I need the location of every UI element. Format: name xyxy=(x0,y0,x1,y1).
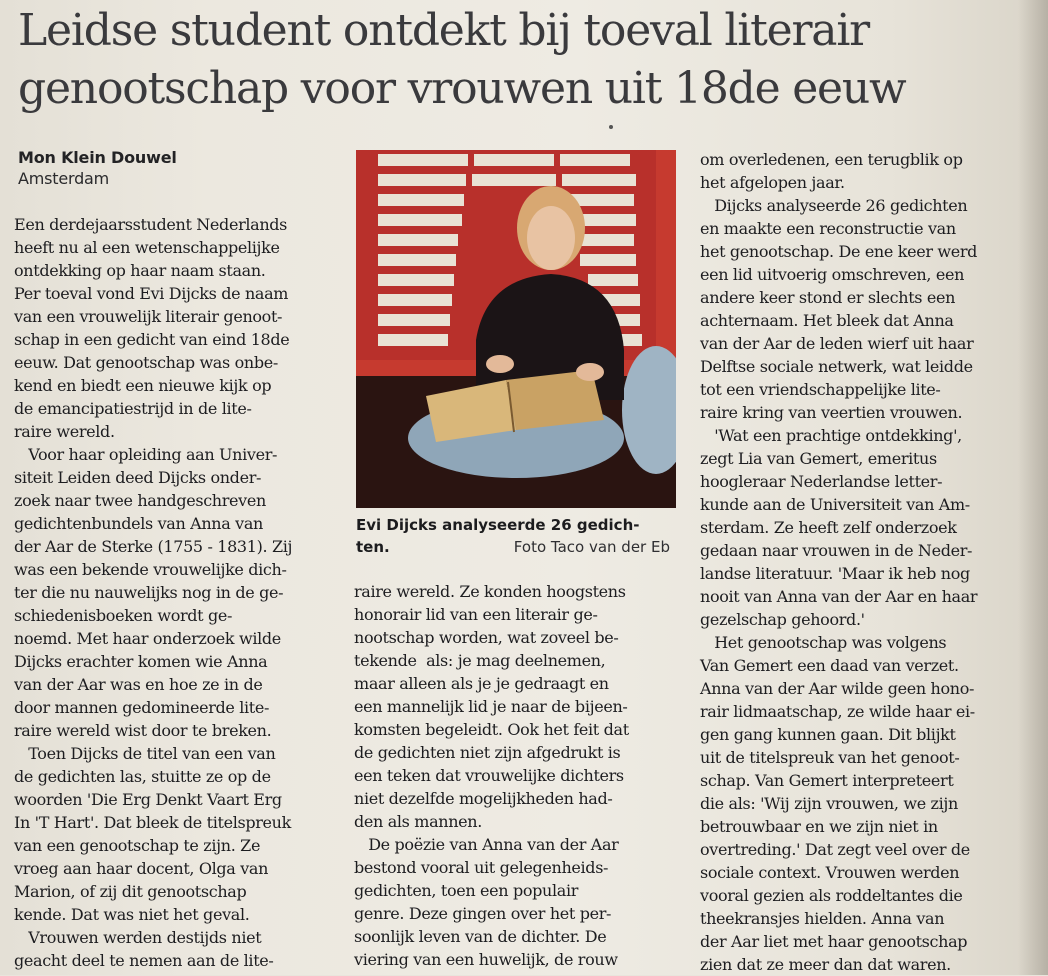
article-text-line: kend en biedt een nieuwe kijk op xyxy=(14,376,272,395)
article-text-line: zoek naar twee handgeschreven xyxy=(14,491,266,510)
article-text-line: raire kring van veertien vrouwen. xyxy=(700,403,963,422)
article-text-line: raire wereld. xyxy=(14,422,115,441)
article-text-line: een mannelijk lid je naar de bijeen- xyxy=(354,697,628,716)
article-text-line: genre. Deze gingen over het per- xyxy=(354,904,612,923)
article-text-line: zien dat ze meer dan dat waren. xyxy=(700,955,951,974)
article-text-line: bestond vooral uit gelegenheids- xyxy=(354,858,609,877)
article-text-line: tot een vriendschappelijke lite- xyxy=(700,380,941,399)
article-text-line: een lid uitvoerig omschreven, een xyxy=(700,265,965,284)
article-text-line: uit de titelspreuk van het genoot- xyxy=(700,748,960,767)
article-text-line: kunde aan de Universiteit van Am- xyxy=(700,495,970,514)
article-text-line: Dijcks analyseerde 26 gedichten xyxy=(700,196,968,215)
article-text-line: tekende als: je mag deelnemen, xyxy=(354,651,606,670)
article-text-line: de emancipatiestrijd in de lite- xyxy=(14,399,252,418)
article-text-line: den als mannen. xyxy=(354,812,482,831)
article-text-line: gen gang kunnen gaan. Dit blijkt xyxy=(700,725,956,744)
photo-credit: Foto Taco van der Eb xyxy=(513,538,670,556)
article-text-line: maar alleen als je je gedraagt en xyxy=(354,674,609,693)
article-text-line: een teken dat vrouwelijke dichters xyxy=(354,766,624,785)
article-text-line: 'Wat een prachtige ontdekking', xyxy=(700,426,962,445)
article-text-line: ter die nu nauwelijks nog in de ge- xyxy=(14,583,284,602)
article-text-line: schap. Van Gemert interpreteert xyxy=(700,771,954,790)
article-text-line: schiedenisboeken wordt ge- xyxy=(14,606,233,625)
article-text-line: van een genootschap te zijn. Ze xyxy=(14,836,261,855)
article-text-line: Een derdejaarsstudent Nederlands xyxy=(14,215,288,234)
article-text-line: gedichten, toen een populair xyxy=(354,881,579,900)
article-text-line: De poëzie van Anna van der Aar xyxy=(354,835,619,854)
article-photo xyxy=(356,150,676,508)
article-text-line: woorden 'Die Erg Denkt Vaart Erg xyxy=(14,790,282,809)
article-text-line: Marion, of zij dit genootschap xyxy=(14,882,247,901)
article-text-line: komsten begeleidt. Ook het feit dat xyxy=(354,720,629,739)
article-text-line: heeft nu al een wetenschappelijke xyxy=(14,238,280,257)
article-text-line: Toen Dijcks de titel van een van xyxy=(14,744,276,763)
article-text-line: de gedichten las, stuitte ze op de xyxy=(14,767,271,786)
article-text-line: landse literatuur. 'Maar ik heb nog xyxy=(700,564,970,583)
article-text-line: van der Aar de leden wierf uit haar xyxy=(700,334,974,353)
article-text-line: zegt Lia van Gemert, emeritus xyxy=(700,449,937,468)
article-text-line: Voor haar opleiding aan Univer- xyxy=(14,445,278,464)
article-text-line: vroeg aan haar docent, Olga van xyxy=(14,859,269,878)
article-text-line: geacht deel te nemen aan de lite- xyxy=(14,951,274,970)
article-column-3 xyxy=(700,148,1030,976)
article-text-line: Anna van der Aar wilde geen hono- xyxy=(700,679,975,698)
article-text-line: sociale context. Vrouwen werden xyxy=(700,863,960,882)
article-text-line: nootschap worden, wat zoveel be- xyxy=(354,628,619,647)
article-text-line: honorair lid van een literair ge- xyxy=(354,605,598,624)
article-text-line: en maakte een reconstructie van xyxy=(700,219,956,238)
article-text-line: gezelschap gehoord.' xyxy=(700,610,865,629)
article-text-line: raire wereld. Ze konden hoogstens xyxy=(354,582,626,601)
headline-line-2: genootschap voor vrouwen uit 18de eeuw xyxy=(18,63,906,114)
article-text-line: sterdam. Ze heeft zelf onderzoek xyxy=(700,518,957,537)
article-column-1 xyxy=(14,213,344,972)
caption-text-continued: ten. xyxy=(356,538,390,556)
article-text-line: de gedichten niet zijn afgedrukt is xyxy=(354,743,621,762)
article-text-line: der Aar liet met haar genootschap xyxy=(700,932,968,951)
article-text-line: Van Gemert een daad van verzet. xyxy=(700,656,959,675)
article-text-line: nooit van Anna van der Aar en haar xyxy=(700,587,978,606)
article-text-line: andere keer stond er slechts een xyxy=(700,288,956,307)
page-edge-shadow xyxy=(1018,0,1048,975)
article-text-line: gedichtenbundels van Anna van xyxy=(14,514,264,533)
article-text-line: het afgelopen jaar. xyxy=(700,173,845,192)
article-text-line: om overledenen, een terugblik op xyxy=(700,150,963,169)
article-text-line: raire wereld wist door te breken. xyxy=(14,721,272,740)
headline-line-1: Leidse student ontdekt bij toeval literair xyxy=(18,5,870,56)
headline xyxy=(18,2,1018,118)
article-text-line: theekransjes hielden. Anna van xyxy=(700,909,945,928)
article-text-line: Het genootschap was volgens xyxy=(700,633,947,652)
article-column-2 xyxy=(354,580,684,971)
article-text-line: siteit Leiden deed Dijcks onder- xyxy=(14,468,262,487)
article-text-line: niet dezelfde mogelijkheden had- xyxy=(354,789,613,808)
byline-location: Amsterdam xyxy=(18,169,110,188)
article-text-line: betrouwbaar en we zijn niet in xyxy=(700,817,938,836)
article-text-line: overtreding.' Dat zegt veel over de xyxy=(700,840,970,859)
article-text-line: van een vrouwelijk literair genoot- xyxy=(14,307,283,326)
article-text-line: noemd. Met haar onderzoek wilde xyxy=(14,629,281,648)
article-text-line: rair lidmaatschap, ze wilde haar ei- xyxy=(700,702,975,721)
article-text-line: schap in een gedicht van eind 18de xyxy=(14,330,290,349)
article-text-line: achternaam. Het bleek dat Anna xyxy=(700,311,954,330)
article-text-line: Per toeval vond Evi Dijcks de naam xyxy=(14,284,289,303)
byline-author: Mon Klein Douwel xyxy=(18,148,177,167)
article-text-line: ontdekking op haar naam staan. xyxy=(14,261,266,280)
article-text-line: soonlijk leven van de dichter. De xyxy=(354,927,607,946)
article-text-line: gedaan naar vrouwen in de Neder- xyxy=(700,541,973,560)
article-text-line: Delftse sociale netwerk, wat leidde xyxy=(700,357,973,376)
article-text-line: Vrouwen werden destijds niet xyxy=(14,928,262,947)
decorative-dot xyxy=(609,125,613,129)
article-text-line: der Aar de Sterke (1755 - 1831). Zij xyxy=(14,537,293,556)
article-text-line: In 'T Hart'. Dat bleek de titelspreuk xyxy=(14,813,291,832)
article-text-line: vooral gezien als roddeltantes die xyxy=(700,886,963,905)
article-text-line: Dijcks erachter komen wie Anna xyxy=(14,652,268,671)
caption-text: Evi Dijcks analyseerde 26 gedich- xyxy=(356,516,640,534)
article-text-line: kende. Dat was niet het geval. xyxy=(14,905,250,924)
article-text-line: viering van een huwelijk, de rouw xyxy=(354,950,618,969)
article-text-line: door mannen gedomineerde lite- xyxy=(14,698,270,717)
article-text-line: het genootschap. De ene keer werd xyxy=(700,242,978,261)
article-text-line: eeuw. Dat genootschap was onbe- xyxy=(14,353,278,372)
article-text-line: was een bekende vrouwelijke dich- xyxy=(14,560,287,579)
article-text-line: hoogleraar Nederlandse letter- xyxy=(700,472,943,491)
article-text-line: die als: 'Wij zijn vrouwen, we zijn xyxy=(700,794,958,813)
photo-caption xyxy=(356,514,676,558)
article-text-line: van der Aar was en hoe ze in de xyxy=(14,675,263,694)
